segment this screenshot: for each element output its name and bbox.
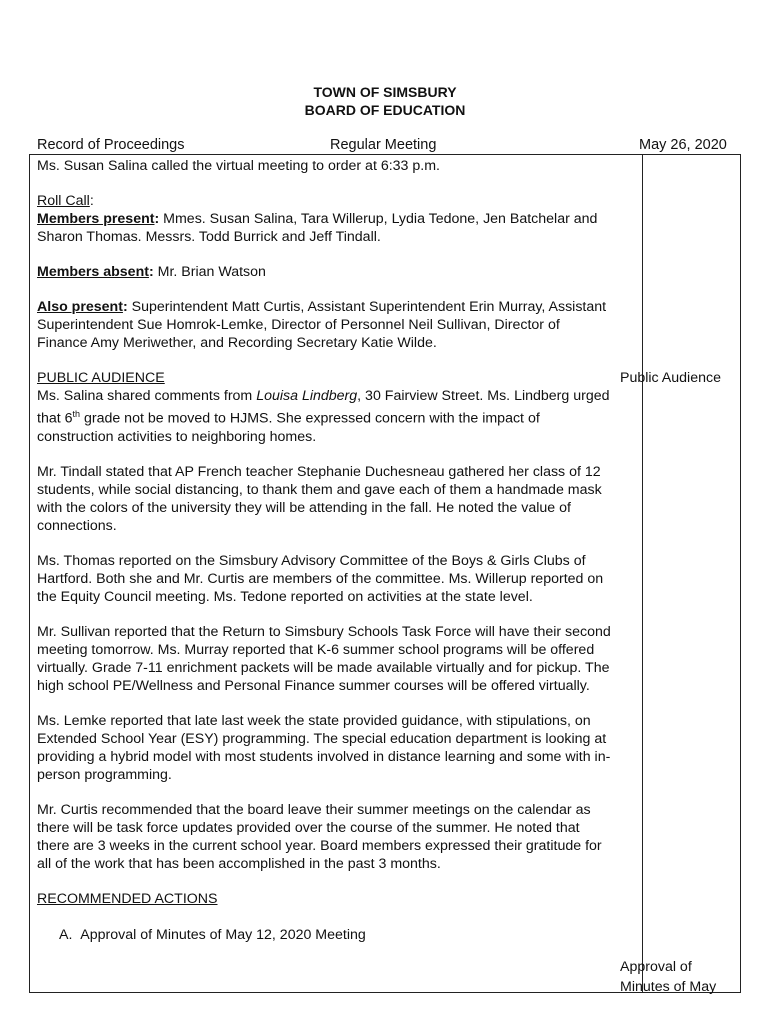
list-item bbox=[37, 926, 612, 944]
members-present-label: Members present bbox=[37, 211, 155, 227]
header-date: May 26, 2020 bbox=[639, 137, 727, 153]
paragraph-sullivan: Mr. Sullivan reported that the Return to Simsbury Schools Task Force will have their second meeting tomorrow. Ms. Murray reported that K-6 summer school programs will be offered virtually. Grade 7-11 enrichment packets will be made available virtually and for pickup. The high school PE/Wellness and Personal Finance summer courses will be offered virtually. bbox=[37, 623, 611, 694]
public-audience-heading: PUBLIC AUDIENCE bbox=[37, 370, 165, 386]
roll-call-label: Roll Call bbox=[37, 193, 90, 209]
header-left: Record of Proceedings bbox=[37, 137, 185, 153]
recommended-actions-heading: RECOMMENDED ACTIONS bbox=[37, 890, 218, 907]
paragraph-curtis: Mr. Curtis recommended that the board leave their summer meetings on the calendar as there will be task force updates provided over the course of the summer. He noted that there are 3 weeks in the current school year. Board members expressed their gratitude for all of the work that has been accomplished in the past 3 months. bbox=[37, 801, 602, 872]
also-present-label: Also present bbox=[37, 299, 123, 315]
document-title-line2: BOARD OF EDUCATION bbox=[304, 102, 466, 118]
also-present: Also present: Superintendent Matt Curtis, Assistant Superintendent Erin Murray, Assistant Superintendent Sue Homrok-Lemke, Director of Personnel Neil Sullivan, Director of Finance Amy Meriwether, and Recording Secretary Katie Wilde. bbox=[37, 299, 607, 351]
paragraph-thomas: Ms. Thomas reported on the Simsbury Advisory Committee of the Boys & Girls Clubs of Hartford. Both she and Mr. Curtis are members of the committee. Ms. Willerup reported on the Equity Council meeting. Ms. Tedone reported on activities at the state level. bbox=[37, 552, 604, 605]
public-audience-section: PUBLIC AUDIENCE Ms. Salina shared comments from Louisa Lindberg, 30 Fairview Street. Ms. Lindberg urged that 6th grade not be moved to HJMS. She expressed concern with the impact of construction activities to neighboring homes. bbox=[37, 370, 610, 445]
sidebar-public-audience: Public Audience bbox=[620, 370, 721, 386]
main-column bbox=[37, 157, 612, 944]
members-absent: Members absent: Mr. Brian Watson bbox=[37, 264, 266, 280]
paragraph-lemke: Ms. Lemke reported that late last week the state provided guidance, with stipulations, on Extended School Year (ESY) programming. The special education department is looking at providing a hybrid model with most students involved in distance learning and some with in-person programming. bbox=[37, 712, 611, 783]
members-absent-text: Mr. Brian Watson bbox=[153, 264, 266, 280]
sidebar-approval-line2: Minutes of May bbox=[620, 979, 717, 995]
document-title-line1: TOWN OF SIMSBURY bbox=[313, 84, 457, 100]
call-to-order: Ms. Susan Salina called the virtual meeting to order at 6:33 p.m. bbox=[37, 158, 440, 174]
proceedings-table bbox=[29, 154, 741, 993]
members-present-text: Mmes. Susan Salina, Tara Willerup, Lydia Tedone, Jen Batchelar and Sharon Thomas. Messrs. Todd Burrick and Jeff Tindall. bbox=[37, 211, 598, 245]
members-absent-label: Members absent bbox=[37, 264, 149, 280]
commenter-name: Louisa Lindberg bbox=[256, 388, 358, 404]
also-present-text: Superintendent Matt Curtis, Assistant Superintendent Erin Murray, Assistant Superintendent Sue Homrok-Lemke, Director of Personnel Neil Sullivan, Director of Finance Amy Meriwether, and Recording Secretary Katie Wilde. bbox=[37, 299, 607, 351]
header-center: Regular Meeting bbox=[330, 137, 437, 153]
item-a-text: Approval of Minutes of May 12, 2020 Meeting bbox=[80, 926, 366, 943]
item-a-marker: A. bbox=[59, 926, 73, 943]
sidebar-approval-line1: Approval of bbox=[620, 959, 692, 975]
paragraph-tindall: Mr. Tindall stated that AP French teacher Stephanie Duchesneau gathered her class of 12 students, while social distancing, to thank them and gave each of them a handmade mask with the colors of the university they will be attending in the fall. He noted the value of connections. bbox=[37, 463, 602, 534]
column-divider bbox=[642, 155, 643, 992]
roll-call-section: Roll Call: Members present: Mmes. Susan Salina, Tara Willerup, Lydia Tedone, Jen Batchelar and Sharon Thomas. Messrs. Todd Burrick and Jeff Tindall. bbox=[37, 193, 598, 245]
